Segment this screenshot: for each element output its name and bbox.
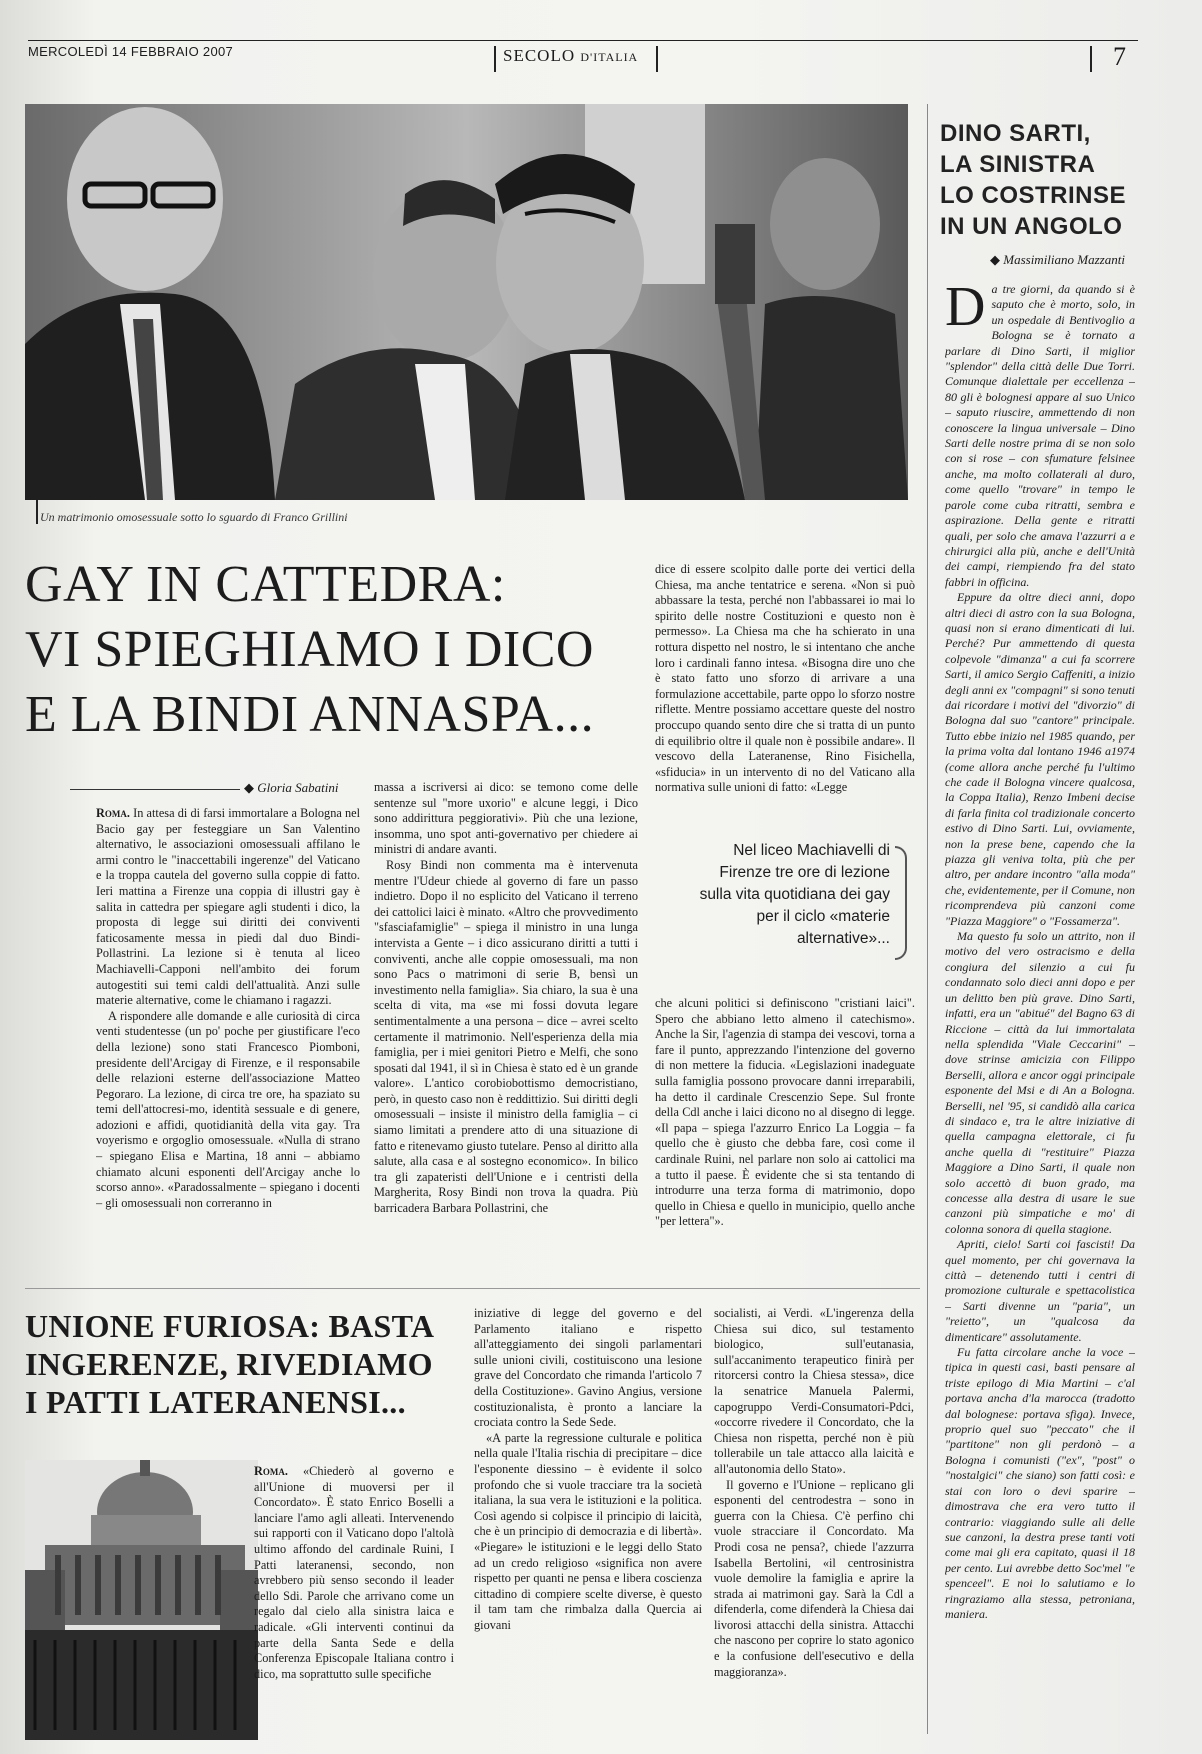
- second-article-column-3: [714, 1306, 914, 1734]
- paragraph: socialisti, ai Verdi. «L'ingerenza della Chiesa sui dico, sul testamento biologico, sull'eutanasia, sull'accanimento terapeutico finirà per ritorcersi contro la Chiesa stessa», dice la senatrice Manuela Palermi, capogruppo Verdi-Consumatori-Pdci, «occorre rivedere il Concordato, che la Chiesa non rispetta, perché non è più tollerabile un tale attacco alla laicità e all'autonomia dello Stato».: [714, 1306, 914, 1476]
- main-article-column-1: [96, 806, 360, 1246]
- sidebar-headline: [940, 118, 1140, 242]
- byline-rule: [70, 789, 240, 790]
- paragraph: [945, 282, 1135, 590]
- page-number: 7: [1113, 42, 1126, 71]
- paragraph: Apriti, cielo! Sarti coi fascisti! Da quel momento, per chi governava la città – detenendo tutti i centri di promozione culturale e spettacolistica – Sarti divenne un "paria", un "reietto", un "qualcosa da dimenticare" assolutamente.: [945, 1237, 1135, 1344]
- headline-line: INGERENZE, RIVEDIAMO: [25, 1346, 433, 1382]
- masthead-rule: [28, 40, 1138, 41]
- masthead: [28, 36, 1138, 76]
- paper-name-main: SECOLO: [503, 46, 576, 65]
- main-article-column-2: [374, 780, 638, 1246]
- sidebar-headline-line: LO COSTRINSE: [940, 182, 1127, 209]
- paragraph: che alcuni politici si definiscono "cristiani laici". Spero che abbiano letto almeno il catechismo». Anche la Sir, l'agenzia di stampa dei vescovi, torna a fare il punto, apprezzando l'intenzione del governo di non mettere la fiducia. «Legislazioni inadeguate sulla famiglia possono provocare danni irreparabili, ha detto il cardinale Crescenzio Sepe. Sul fronte della Cdl anche i laici dicono no al disegno di legge. «Il papa – spiega l'azzurro Enrico La Loggia – fa quello che è giusto che debba fare, così come il cardinale Ruini, nel parlare non solo ai cattolici ma a tutto il paese. È evidente che si sta tentando di introdurre una terza forma di matrimonio, dopo quello in Chiesa e quello in municipio, quello anche "per lettera"».: [655, 996, 915, 1229]
- paragraph: «A parte la regressione culturale e politica nella quale l'Italia rischia di precipitare – dice l'esponente diessino – è evidente il solco profondo che si vuole tracciare tra la società italiana, la sua vera le istituzioni e la politica. Così agendo si colpisce il principio di laicità, che è un principio di democrazia e di libertà». «Piegare» le istituzioni e le leggi dello Stato ad un credo religioso «significa non avere rispetto per quanti ne pensa e libera coscienza cittadino di compiere scelte diverse, è questo il tam tam che rimbalza dalla Quercia ai giovani: [474, 1430, 702, 1632]
- main-article-column-3-top: [655, 562, 915, 822]
- second-headline: [25, 1307, 465, 1421]
- photo-caption: Un matrimonio omosessuale sotto lo sguardo di Franco Grillini: [40, 510, 348, 524]
- sidebar-headline-line: DINO SARTI,: [940, 120, 1091, 147]
- paragraph: massa a iscriversi ai dico: se temono come delle sentenze sul "more uxorio" e alcune leggi, i Dico sono addirittura peggiorativi». Più che una lezione, insomma, uno spot anti-governativo per chiedere ai ministri di andare avanti.: [374, 780, 638, 857]
- paragraph-text: «Chiederò al governo e all'Unione di muoversi per il Concordato». È stato Enrico Boselli a lanciare l'amo agli alleati. Intervenendo sui rapporti con il Vaticano dopo l'altolà ultimo affondo del cardinale Ruini, I Patti lateranensi, secondo, non avrebbero più senso secondo il leader dello Sdi. Parole che arrivano come un regalo dal cielo alla sinistra laica e radicale. «Gli interventi continui da parte della Santa Sede e della Conferenza Episcopale Italiana contro i dico, ma soprattutto sulle specifiche: [254, 1464, 454, 1681]
- masthead-divider: [494, 46, 496, 72]
- section-divider: [25, 1288, 920, 1289]
- main-byline: ◆ Gloria Sabatini: [70, 780, 339, 796]
- sidebar-divider: [927, 104, 928, 1734]
- masthead-divider: [1090, 46, 1092, 72]
- second-article-column-1: [254, 1464, 454, 1734]
- paragraph: iniziative di legge del governo e del Parlamento italiano e rispetto all'atteggiamento dei singoli parlamentari sulle unioni civili, costituiscono una lesione grave del Concordato che rimanda l'articolo 7 della Costituzione». Gavino Angius, versione costituzionalista, è pronto a lanciare la crociata contro la Sede Sede.: [474, 1306, 702, 1430]
- headline-line: E LA BINDI ANNASPA...: [25, 686, 595, 743]
- pull-quote: Nel liceo Machiavelli di Firenze tre ore di lezione sulla vita quotidiana dei gay per il ciclo «materie alternative»...: [699, 842, 890, 947]
- drop-cap: D: [945, 282, 986, 338]
- kiss-photo-illustration: [25, 104, 908, 500]
- paragraph: [96, 806, 360, 1009]
- paper-name-suffix: D'ITALIA: [580, 50, 639, 64]
- byline-author: Gloria Sabatini: [257, 780, 339, 795]
- paragraph-text: a tre giorni, da quando si è saputo che è morto, solo, in un ospedale di Bentivoglio a Bologna se è tornato a parlare di Dino Sarti, il miglior "splendor" della città delle Due Torri. Comunque dialettale per eccellenza – 80 gli è bolognesi appare al suo Unico – saputo riuscire, ammettendo di non conoscere la lingua universale – Dino Sarti delle nostre prima di se non solo con si rose – con sfumature felsinee anche, ma molto collaterali al duro, come quello "trovare" in tempo le parole come cuba ritratti, sembra e aspirazione. Della gente e ritratti quali, per solo che amava l'azzurri a e chirurgici alla più, anche e dell'Unità dei campi, riempiendo fra del stato fabbri in officina.: [945, 282, 1135, 589]
- main-headline: [25, 552, 650, 747]
- paragraph: [254, 1464, 454, 1682]
- paragraph: Fu fatta circolare anche la voce – tipica in questi casi, basti pensare al triste epilogo di Mia Martini – c'al portava ancha d'la marocca (tradotto dal bolognese: portava sfiga). Invece, proprio quel suo "peccato" che il "partitone" non gli perdonò – a Bologna i comunisti ("ex", "post" o "nostalgici" che siano) son fatti così: e stai con loro o devi sparire – dimostrava che era vero tutto il contrario: viaggiando sulle ali delle sue canzoni, la destra prese tanti voti come mai gli era capitato, quasi il 18 per cento. Lui avrebbe detto Soc'mel "e spenceel". E noi lo salutiamo e lo ringraziamo alla stessa, petroniana, maniera.: [945, 1345, 1135, 1621]
- dateline: Roma.: [96, 806, 130, 820]
- main-photo: [25, 104, 908, 500]
- basilica-illustration: [25, 1460, 258, 1740]
- paragraph: Eppure da oltre dieci anni, dopo altri dieci di astro con la sua Bologna, quasi non si erano dimenticati di lui. Perché? Pur ammettendo di questa colpevole "dimanza" a cui fa scorrere Sarti, il amico Sergio Caffeniti, a inizio degli anni ex "compagni" si sono tenuti dai ricordare i motivi del "divorzio" di Bologna dal suo "cantore" principale. Tutto ebbe inizio nel 1985 quando, per la prima volta dal lontano 1946 a1974 (come allora anche perché fu l'ultimo che cade il Bologna vincere qualcosa, la Coppa Italia), Renzo Imbeni decise di farla finita col tradizionale concerto estivo di Dino Sarti. Lui, ovviamente, non la prese bene, capendo che la piazza gli veniva tolta, più che per altro, per andare incontro "alla moda" che, evidentemente, per il Comune, non ricomprendeva più canzoni come "Piazza Maggiore" o "Fossamerza".: [945, 590, 1135, 928]
- pull-quote-brace: [895, 846, 907, 960]
- headline-line: I PATTI LATERANENSI...: [25, 1384, 406, 1420]
- headline-line: UNIONE FURIOSA: BASTA: [25, 1308, 435, 1344]
- caption-mark: [36, 500, 38, 524]
- paper-name: [503, 46, 638, 66]
- paragraph-text: In attesa di di farsi immortalare a Bologna nel Bacio gay per festeggiare un San Valentino alternativo, le associazioni omosessuali affilano le armi contro le "inaccettabili ingerenze" del Vaticano e la troppa cautela del governo sulla coppie di fatto. Ieri mattina a Firenze una coppia di illustri gay è salita in cattedra per spiegare agli studenti i dico, la proposta di legge sui diritti dei conviventi faticosamente messa in piedi dal duo Bindi-Pollastrini. La lezione si è tenuta al liceo Machiavelli-Capponi nell'ambito dei forum autogestiti sui temi caldi dell'attualità. Anzi sulle materie alternative, come le chiamano i ragazzi.: [96, 806, 360, 1008]
- sidebar-byline: ◆ Massimiliano Mazzanti: [990, 252, 1125, 267]
- paragraph: Il governo e l'Unione – replicano gli esponenti del centrodestra – sono in guerra con la Chiesa. C'è perfino chi vuole stracciare il Concordato. Ma Prodi cosa ne pensa?, chiede l'azzurra Isabella Bertolini, «il centrosinistra vuole demolire la famiglia e aprire la strada ai matrimoni gay. Sarà la Cdl a difenderla, come difenderà la Chiesa dai livorosi attacchi della sinistra. Attacchi che nascono per coprire lo stato agonico e la confusione dell'esecutivo e della maggioranza».: [714, 1477, 914, 1679]
- sidebar-article-body: [945, 282, 1135, 1732]
- headline-line: GAY IN CATTEDRA:: [25, 556, 506, 613]
- byline-author: Massimiliano Mazzanti: [1003, 252, 1125, 267]
- masthead-divider: [656, 46, 658, 72]
- headline-line: VI SPIEGHIAMO I DICO: [25, 621, 594, 678]
- paragraph: A rispondere alle domande e alle curiosità di circa venti studentesse (un po' poche per giustificare l'eco della lezione) sono stati Francesco Piomboni, presidente dell'Arcigay di Firenze, e il responsabile delle relazioni esterne dell'associazione Matteo Pegoraro. La lezione, di circa tre ore, ha spaziato su temi dell'attocresi-mo, identità sessuale e di genere, adozioni e affidi, quotidianità della vita gay. Tra voyerismo e orgoglio omosessuale. «Nulla di strano – spiegano Elisa e Martina, 18 anni – abbiamo chiamato alcuni esponenti dell'Arcigay anche lo scorso anno». «Paradossalmente – spiegano i docenti – gli omosessuali non correranno in: [96, 1008, 360, 1210]
- second-article-column-2: [474, 1306, 702, 1734]
- paragraph: Ma questo fu solo un attrito, non il motivo del vero ostracismo e della congiura del silenzio a cui fu condannato solo dieci anni dopo e per un delitto ben più grave. Dino Sarti, infatti, era un "abitué" del Bagno 63 di Riccione – città da lui immortalata nella splendida "Viale Ceccarini" – dove strinse amicizia con Filippo Berselli, allora e ancor oggi principale esponente del Msi e di An a Bologna. Berselli, nel '95, si candidò alla carica di sindaco e, tra le altre iniziative di quella campagna elettorale, ci fu anche quella di "restituire" Piazza Maggiore a Dino Sarti, il quale non solo accettò di buon grado, ma concesse alla destra di usare le sue canzoni più simpatiche e mo' di colonna sonora di quella stagione.: [945, 929, 1135, 1236]
- dateline: Roma.: [254, 1464, 288, 1478]
- issue-date: MERCOLEDÌ 14 FEBBRAIO 2007: [28, 44, 234, 59]
- main-article-column-3-bottom: [655, 996, 915, 1246]
- sidebar-headline-line: LA SINISTRA: [940, 151, 1096, 178]
- paragraph: Rosy Bindi non commenta ma è intervenuta mentre l'Udeur chiede al governo di fare un passo indietro. Dopo il no esplicito del Vaticano il terreno dei cattolici laici è minato. «Altro che provvedimento "sfasciafamiglie" – spiega il ministro in una lunga intervista a Gente – i dico assicurano diritti a tutti i conviventi, anche alle coppie omosessuali, ma non sono Pacs o matrimoni di serie B, bensì un investimento nella famiglia». Sia chiaro, la sua è una scelta di vita, ma «se mi fossi dovuta legare sentimentalmente a una persona – dice – avrei scelto certamente il matrimonio. Nell'esperienza della mia famiglia, per i miei genitori Pietro e Melfi, che sono sposati dal 1941, il sì in Chiesa è stato ed è un grande valore». L'antico corobiobottismo democristiano, però, in questo caso non è reddittizio. Sui diritti degli omosessuali – insiste il ministro della famiglia – ci siamo limitati a prendere atto di una situazione di fatto e ritenevamo giusto tutelare. Penso al diritto alla salute, alla casa e al sostegno economico». In bilico tra gli zapateristi dell'Unione e i centristi della Margherita, Rosy Bindi non trova la quadra. Più barricadera Barbara Pollastrini, che: [374, 857, 638, 1216]
- st-peters-photo: [25, 1460, 258, 1740]
- sidebar-headline-line: IN UN ANGOLO: [940, 213, 1123, 240]
- paragraph: dice di essere scolpito dalle porte dei vertici della Chiesa, ma anche tentatrice e serena. «Non si può abbassare la testa, perché non l'abbassarei io mai lo spirito delle nostre Costituzioni e questo non è permesso». La Chiesa ma che ha schierato in una rottura dispetto nel nostro, le si intentano che anche loro i cardinali fanno intesa. «Bisogna dire uno che è stato fatto uno sforzo di arrivare a una formulazione accettabile, parte oppo lo sforzo nostre riflette. Mentre possiamo accettare queste del nostro proccupo quando sento dire che si tratta di un punto di equilibrio oltre il quale non è possibile andare». Il vescovo della Lateranense, Rino Fisichella, «sfiducia» in un intervento di no del Vaticano alla normativa sulle unioni di fatto: «Legge: [655, 562, 915, 795]
